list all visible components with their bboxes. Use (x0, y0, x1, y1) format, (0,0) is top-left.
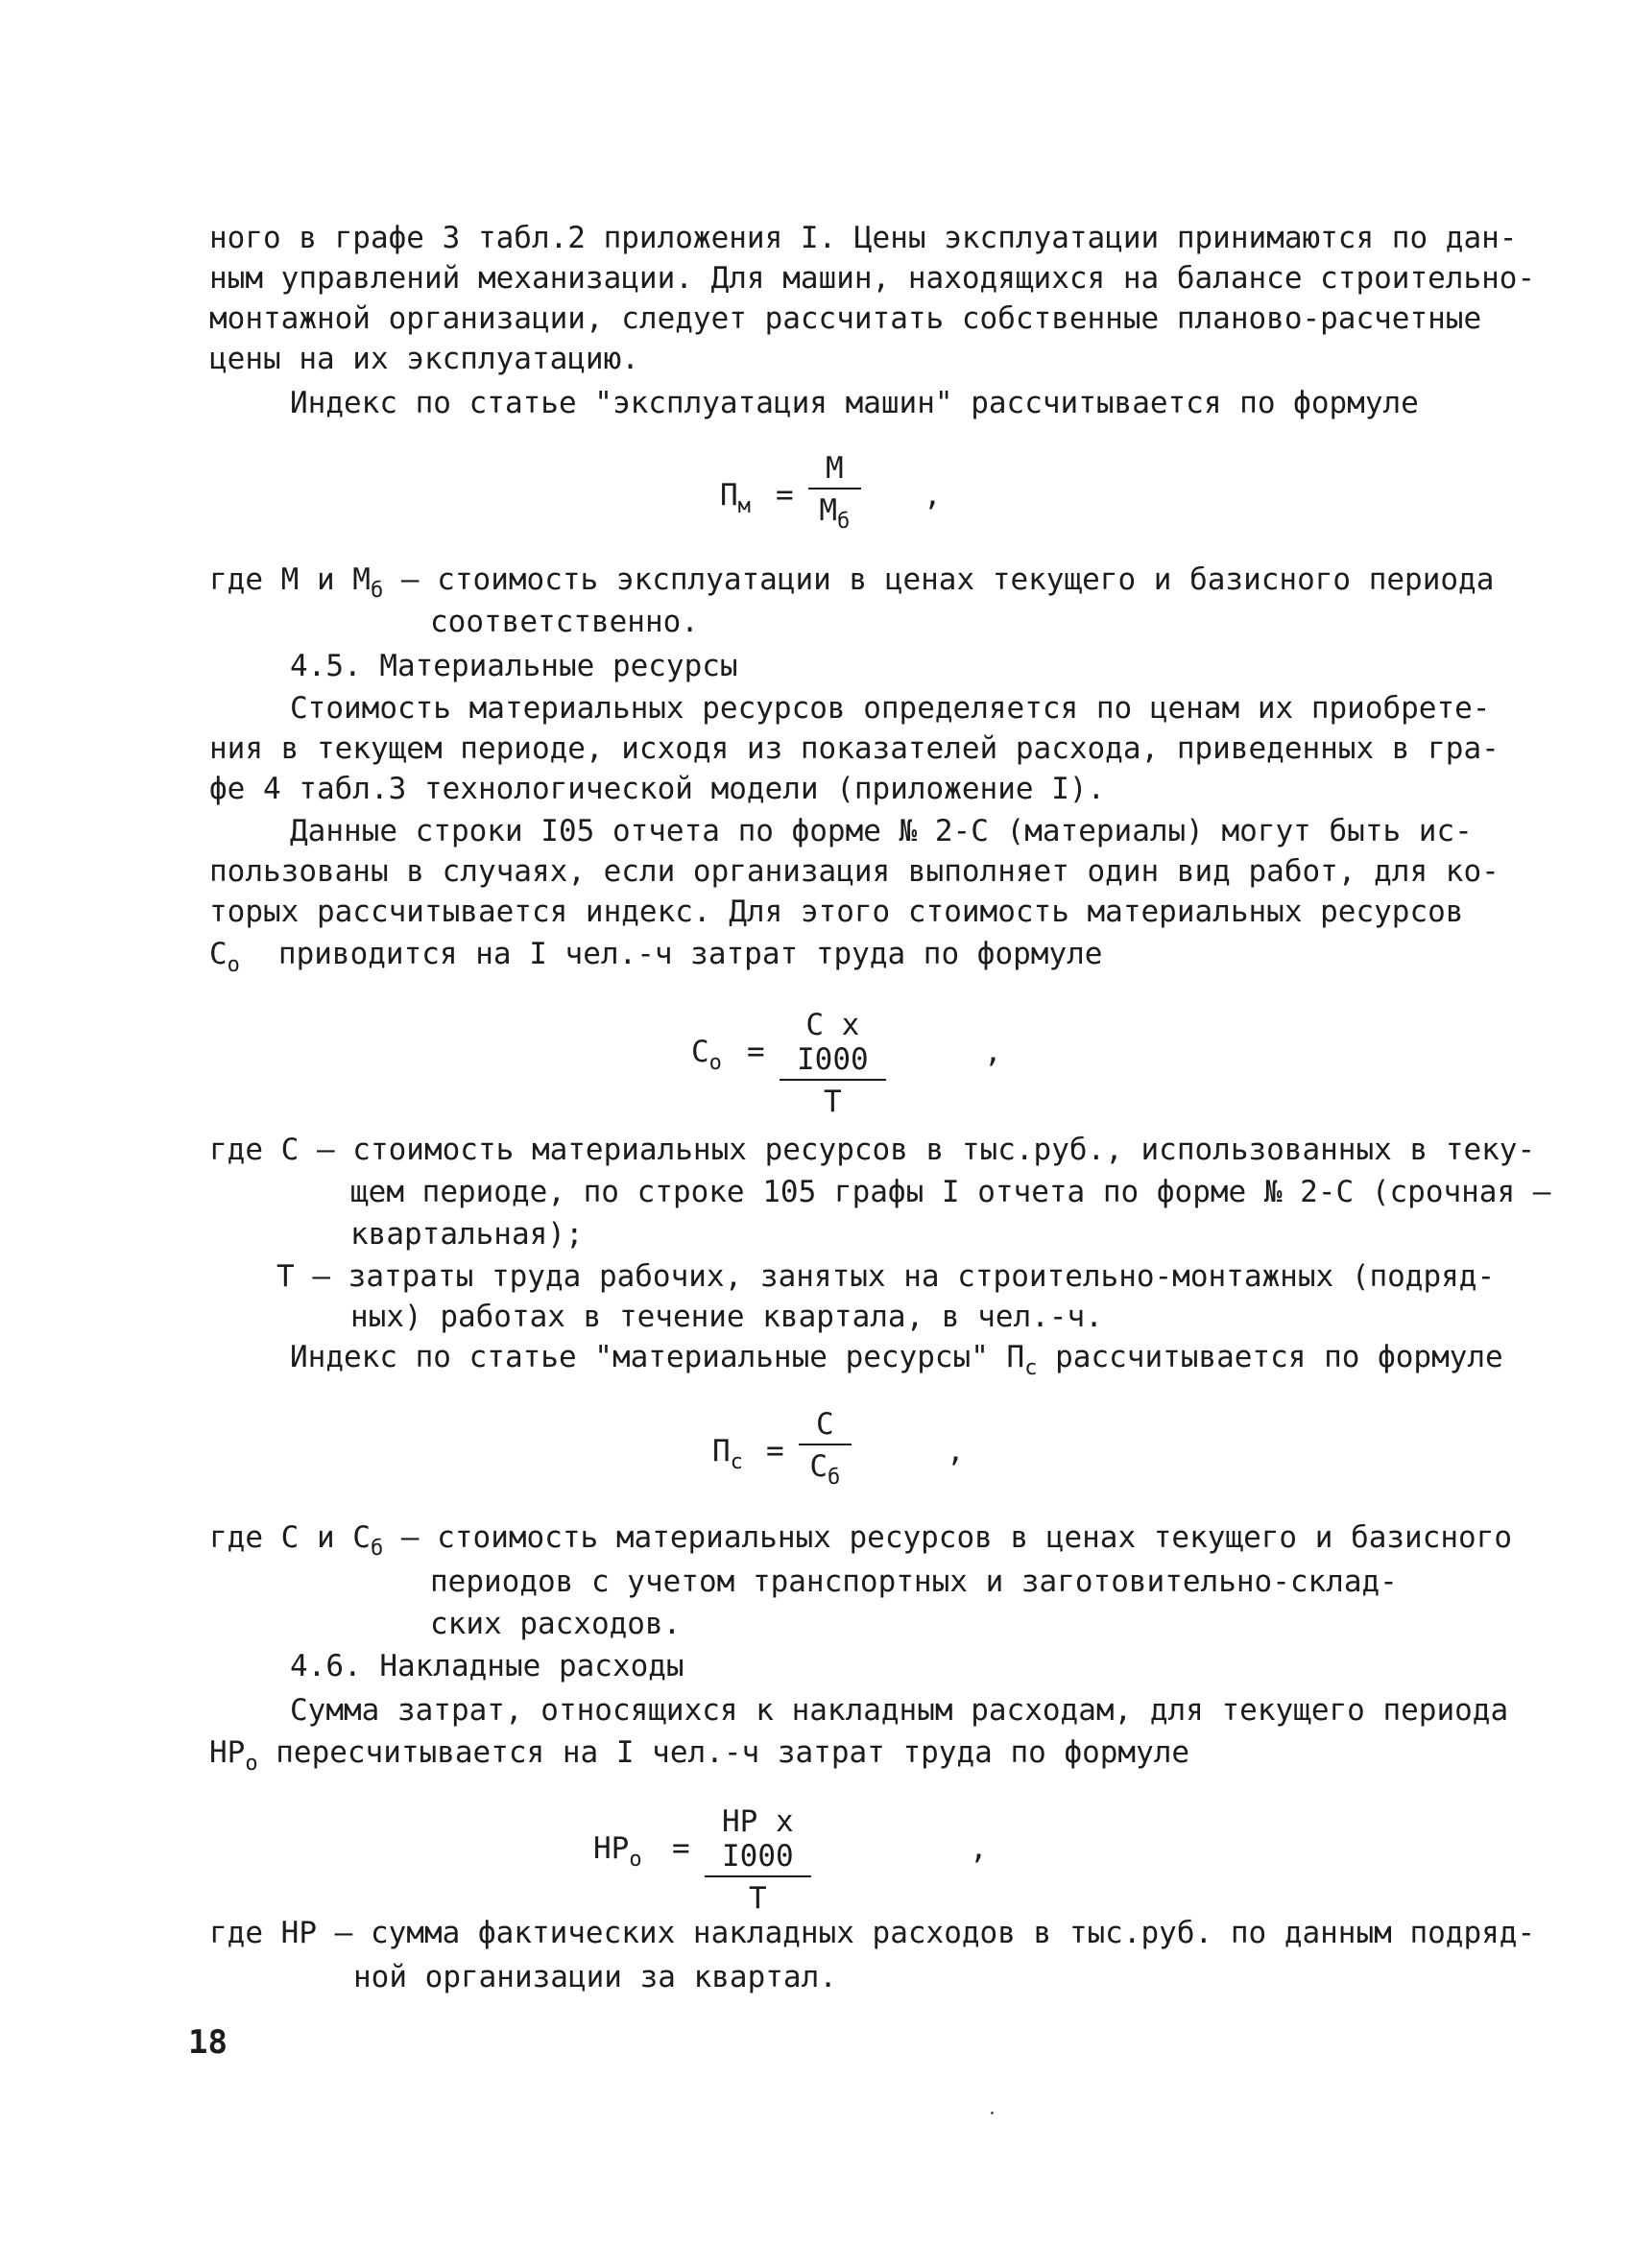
text-line: ских расходов. (430, 1607, 682, 1641)
subscript: с (1024, 1356, 1038, 1380)
formula-numerator: НР х I000 (705, 1804, 811, 1877)
formula-punctuation: , (970, 1831, 988, 1866)
formula-numerator: С х I000 (780, 1008, 886, 1081)
equals-sign: = (672, 1831, 690, 1866)
formula-numerator: С (799, 1407, 852, 1445)
formula-numerator: М (808, 451, 861, 489)
subscript: о (245, 1752, 258, 1776)
text-line (209, 561, 1494, 610)
subscript: б (370, 579, 384, 603)
variable: НР (209, 1735, 246, 1770)
subscript: б (370, 1537, 384, 1561)
formula-punctuation: , (947, 1434, 965, 1468)
text-line: пользованы в случаях, если организация выполняет один вид работ, для ко- (209, 854, 1500, 889)
text-line: Сумма затрат, относящихся к накладным расходам, для текущего периода (290, 1693, 1509, 1728)
text-line: Т – затраты труда рабочих, занятых на строительно-монтажных (подряд- (276, 1259, 1496, 1294)
text-line: ния в текущем периоде, исходя из показателей расхода, приведенных в гра- (209, 731, 1500, 766)
text-line: фе 4 табл.3 технологической модели (приложение I). (209, 772, 1106, 806)
text-line: где С – стоимость материальных ресурсов в тыс.руб., использованных в теку- (209, 1133, 1536, 1167)
formula-denominator: С (809, 1449, 828, 1484)
formula-lhs: С (691, 1035, 709, 1069)
text-line: квартальная); (350, 1217, 584, 1252)
page-number: 18 (188, 2023, 228, 2062)
text-line: соответственно. (430, 605, 699, 639)
formula-denominator-sub: б (828, 1466, 841, 1490)
text-line: ным управлений механизации. Для машин, находящихся на балансе строительно- (209, 261, 1536, 296)
subscript: о (227, 953, 240, 977)
text-line: монтажной организации, следует рассчитать собственные планово-расчетные (209, 301, 1482, 336)
section-heading-4-5: 4.5. Материальные ресурсы (290, 649, 738, 683)
formula-lhs-sub: о (629, 1848, 642, 1872)
text-fragment: рассчитывается по формуле (1037, 1340, 1503, 1374)
equals-sign: = (766, 1434, 784, 1468)
text-line (209, 935, 1102, 985)
text-line: ных) работах в течение квартала, в чел.-ч. (350, 1300, 1103, 1334)
text-line: торых рассчитывается индекс. Для этого стоимость материальных ресурсов (209, 895, 1464, 929)
formula-denominator: М (819, 493, 838, 528)
text-line (209, 1518, 1512, 1568)
formula-denominator: Т (748, 1881, 767, 1916)
text-line: цены на их эксплуатацию. (209, 342, 639, 376)
text-line: щем периоде, по строке 105 графы I отчета по форме № 2-С (срочная – (350, 1175, 1551, 1209)
section-heading-4-6: 4.6. Накладные расходы (290, 1649, 684, 1683)
text-fragment: пересчитывается на I чел.-ч затрат труда по формуле (257, 1735, 1190, 1770)
text-fragment: где М и М (209, 562, 371, 597)
formula-lhs: П (712, 1434, 731, 1468)
text-line: Индекс по статье "эксплуатация машин" рассчитывается по формуле (290, 386, 1419, 420)
equals-sign: = (776, 478, 794, 513)
text-fragment: где С и С (209, 1520, 371, 1555)
formula-lhs: НР (593, 1831, 630, 1866)
text-line: Стоимость материальных ресурсов определяется по ценам их приобрете- (290, 691, 1491, 726)
text-line: ного в графе 3 табл.2 приложения I. Цены эксплуатации принимаются по дан- (209, 221, 1518, 255)
text-line (209, 1733, 1189, 1783)
formula-punctuation: , (924, 478, 942, 513)
formula-lhs-sub: м (737, 494, 751, 518)
formula-punctuation: , (984, 1035, 1002, 1069)
text-fragment: – стоимость эксплуатации в ценах текущего и базисного периода (383, 562, 1495, 597)
formula-lhs-sub: о (708, 1051, 722, 1075)
variable: С (209, 937, 228, 971)
formula-lhs: П (720, 478, 738, 513)
text-line: периодов с учетом транспортных и заготовительно-склад- (430, 1564, 1398, 1599)
text-fragment: – стоимость материальных ресурсов в ценах текущего и базисного (383, 1520, 1513, 1555)
formula-denominator: Т (823, 1085, 842, 1119)
formula-lhs-sub: с (730, 1450, 743, 1474)
equals-sign: = (747, 1035, 765, 1069)
text-fragment: Индекс по статье "материальные ресурсы" П (290, 1340, 1025, 1374)
text-line: Данные строки I05 отчета по форме № 2-С (материалы) могут быть ис- (290, 814, 1473, 848)
formula-denominator-sub: б (837, 510, 851, 534)
text-line: ной организации за квартал. (353, 1960, 837, 1994)
text-line (290, 1338, 1503, 1388)
text-line: где НР – сумма фактических накладных расходов в тыс.руб. по данным подряд- (209, 1916, 1536, 1950)
scan-speck (991, 2112, 994, 2114)
text-fragment: приводится на I чел.-ч затрат труда по формуле (277, 937, 1103, 971)
